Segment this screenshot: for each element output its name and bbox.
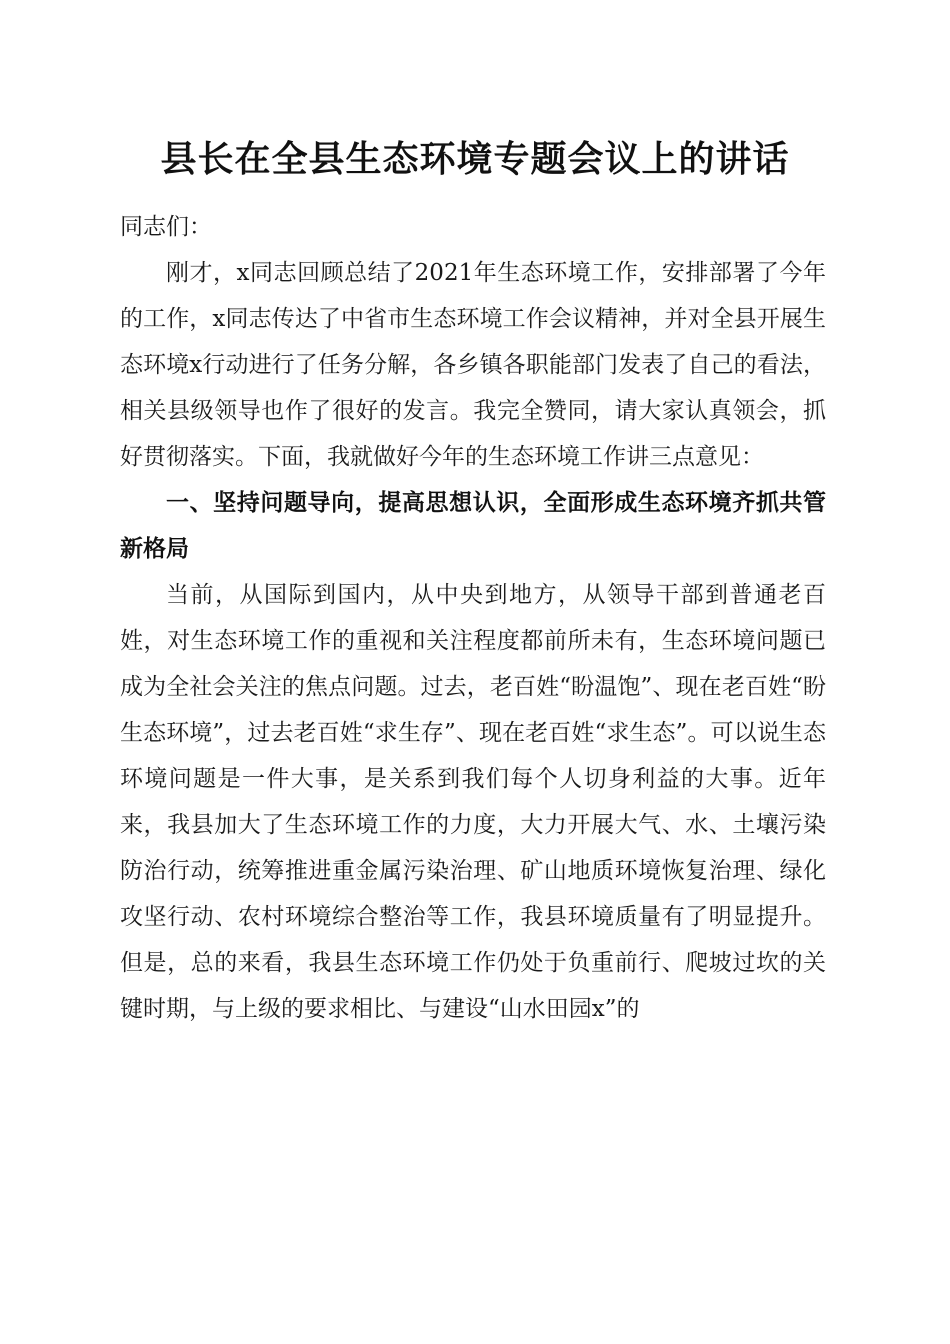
salutation: 同志们： bbox=[120, 214, 212, 240]
document-title: 县长在全县生态环境专题会议上的讲话 bbox=[160, 138, 790, 180]
paragraph-opening: 刚才，x同志回顾总结了2021年生态环境工作，安排部署了今年的工作，x同志传达了中省市生态环境工作会议精神，并对全县开展生态环境x行动进行了任务分解，各乡镇各职能部门发表了自己的看法，相关县级领导也作了很好的发言。我完全赞同，请大家认真领会，抓好贯彻落实。下面，我就做好今年的生态环境工作讲三点意见： bbox=[120, 260, 826, 470]
document-body bbox=[120, 204, 826, 1032]
section-heading-1: 一、坚持问题导向，提高思想认识，全面形成生态环境齐抓共管新格局 bbox=[120, 490, 826, 562]
paragraph-section-1: 当前，从国际到国内，从中央到地方，从领导干部到普通老百姓，对生态环境工作的重视和关注程度都前所未有，生态环境问题已成为全社会关注的焦点问题。过去，老百姓“盼温饱”、现在老百姓“盼生态环境”，过去老百姓“求生存”、现在老百姓“求生态”。可以说生态环境问题是一件大事，是关系到我们每个人切身利益的大事。近年来，我县加大了生态环境工作的力度，大力开展大气、水、土壤污染防治行动，统筹推进重金属污染治理、矿山地质环境恢复治理、绿化攻坚行动、农村环境综合整治等工作，我县环境质量有了明显提升。但是，总的来看，我县生态环境工作仍处于负重前行、爬坡过坎的关键时期，与上级的要求相比、与建设“山水田园x”的 bbox=[120, 582, 826, 1022]
